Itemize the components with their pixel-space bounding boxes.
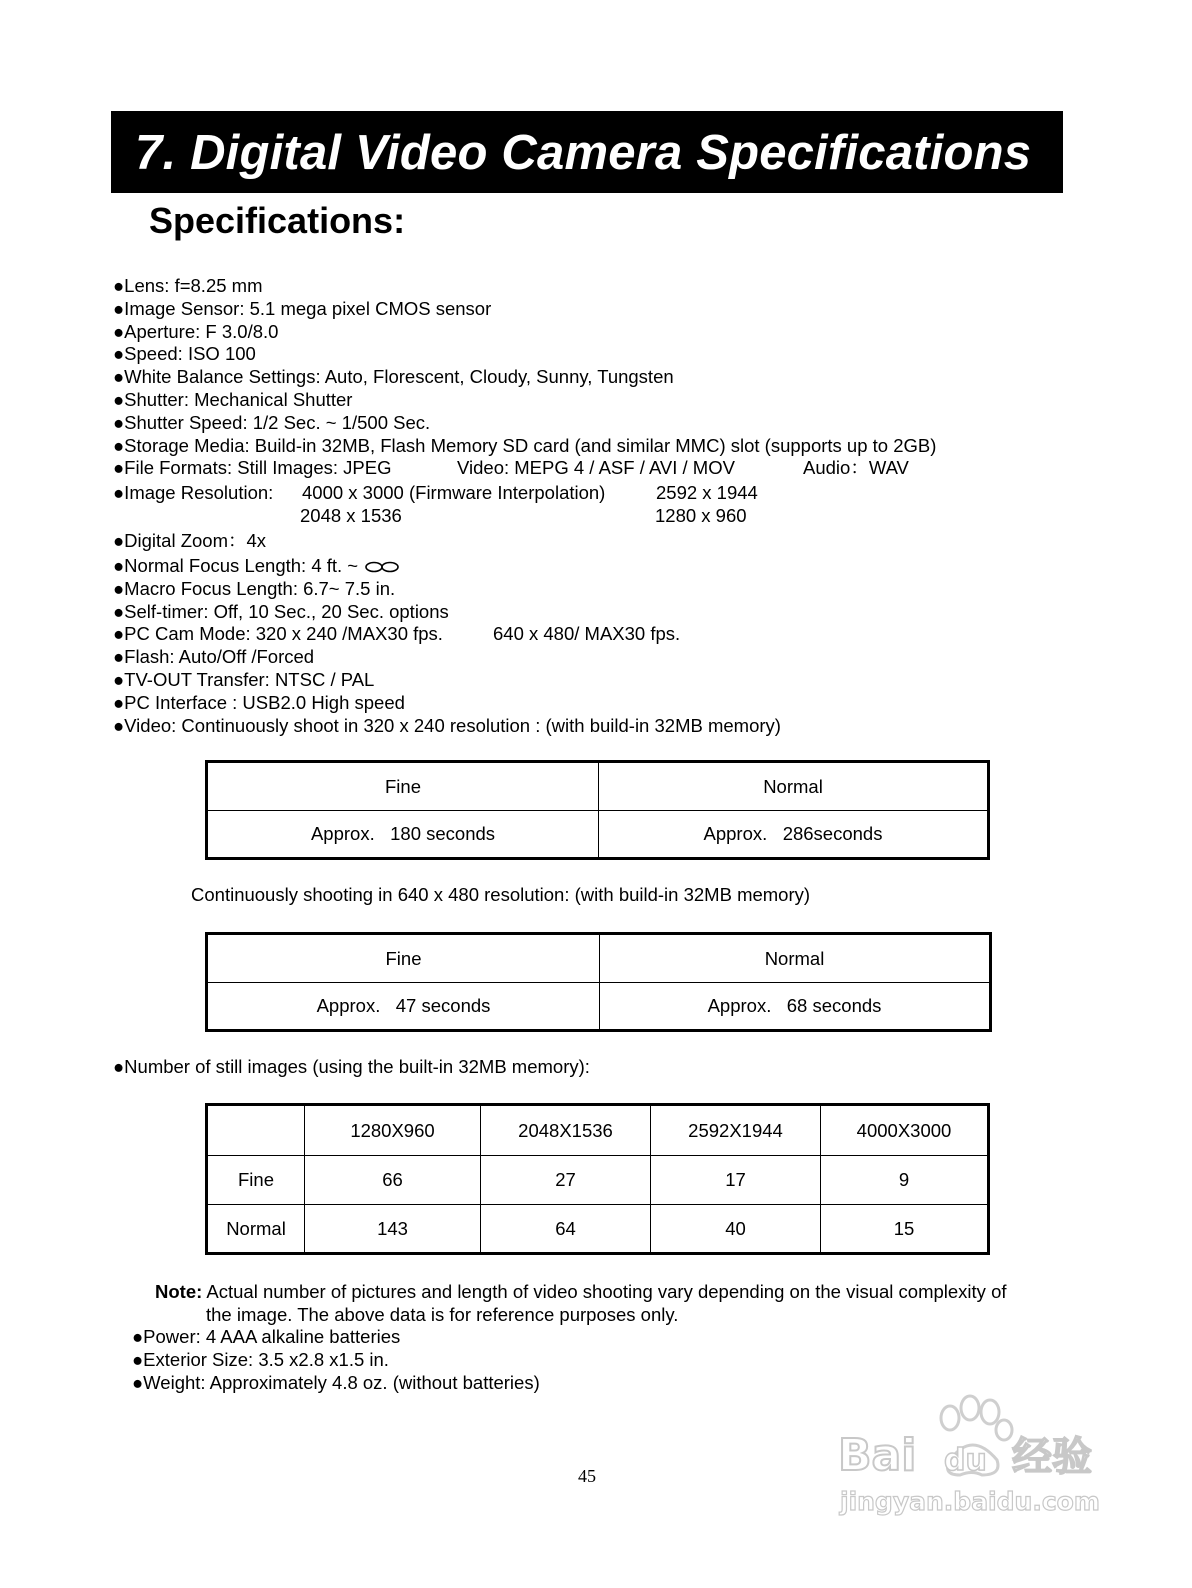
continuous-640-label: Continuously shooting in 640 x 480 resolution: (with build-in 32MB memory) — [191, 884, 811, 905]
page-number: 45 — [578, 1466, 596, 1486]
table-header-cell: 2592X1944 — [651, 1105, 821, 1156]
normal-focus-text: ●Normal Focus Length: 4 ft. ~ — [113, 554, 359, 576]
table-row-label: Fine — [207, 1156, 305, 1205]
spec-self-timer: ●Self-timer: Off, 10 Sec., 20 Sec. options — [113, 600, 449, 622]
spec-pc-interface: ●PC Interface : USB2.0 High speed — [113, 691, 405, 713]
infinity-icon — [364, 560, 400, 574]
pc-cam-640: 640 x 480/ MAX30 fps. — [493, 623, 681, 645]
baidu-watermark — [832, 1390, 1112, 1530]
pc-cam-320: ●PC Cam Mode: 320 x 240 /MAX30 fps. — [113, 623, 443, 645]
svg-text:du: du — [944, 1443, 987, 1478]
still-images-label: ●Number of still images (using the built-in 32MB memory): — [113, 1056, 590, 1077]
table-header-cell: Normal — [600, 934, 991, 983]
spec-image-sensor: ●Image Sensor: 5.1 mega pixel CMOS sensor — [113, 297, 492, 319]
spec-pc-cam — [113, 623, 936, 646]
table-cell: 9 — [821, 1156, 989, 1205]
video-320-table — [205, 760, 990, 860]
image-resolution-4000: 4000 x 3000 (Firmware Interpolation) — [302, 482, 606, 504]
bottom-spec-list — [132, 1326, 540, 1394]
table-cell: Approx. 180 seconds — [207, 811, 599, 859]
svg-text:jingyan.baidu.com: jingyan.baidu.com — [840, 1487, 1100, 1516]
table-row-label: Normal — [207, 1205, 305, 1254]
file-format-video: Video: MEPG 4 / ASF / AVI / MOV — [457, 457, 735, 479]
video-640-table — [205, 932, 992, 1032]
table-header-cell: 2048X1536 — [481, 1105, 651, 1156]
svg-text:经验: 经验 — [1012, 1434, 1092, 1480]
table-cell: Approx. 286seconds — [599, 811, 989, 859]
spec-aperture: ●Aperture: F 3.0/8.0 — [113, 320, 279, 342]
image-resolution-1280: 1280 x 960 — [655, 505, 747, 527]
image-resolution-2048: 2048 x 1536 — [300, 505, 402, 527]
spec-video: ●Video: Continuously shoot in 320 x 240 resolution : (with build-in 32MB memory) — [113, 714, 781, 736]
spec-shutter: ●Shutter: Mechanical Shutter — [113, 388, 353, 410]
table-cell: 143 — [305, 1205, 481, 1254]
spec-image-resolution — [113, 482, 936, 528]
note-text-line2: the image. The above data is for reference purposes only. — [206, 1304, 679, 1325]
spec-speed: ●Speed: ISO 100 — [113, 343, 256, 365]
spec-storage-media: ●Storage Media: Build-in 32MB, Flash Memory SD card (and similar MMC) slot (supports up to 2GB) — [113, 434, 937, 456]
spec-normal-focus — [113, 555, 936, 578]
spec-power: ●Power: 4 AAA alkaline batteries — [132, 1326, 401, 1347]
table-cell: 40 — [651, 1205, 821, 1254]
spec-file-formats — [113, 457, 936, 480]
spec-exterior-size: ●Exterior Size: 3.5 x2.8 x1.5 in. — [132, 1348, 389, 1370]
table-header-cell: Normal — [599, 762, 989, 811]
title-bar — [111, 111, 1063, 193]
spec-list — [113, 275, 936, 737]
still-images-table — [205, 1103, 990, 1255]
section-heading: Specifications: — [149, 200, 406, 241]
table-header-cell: Fine — [207, 934, 600, 983]
image-resolution-2592: 2592 x 1944 — [656, 482, 758, 504]
table-header-cell: 4000X3000 — [821, 1105, 989, 1156]
file-format-still: ●File Formats: Still Images: JPEG — [113, 457, 392, 479]
table-cell: 66 — [305, 1156, 481, 1205]
spec-shutter-speed: ●Shutter Speed: 1/2 Sec. ~ 1/500 Sec. — [113, 411, 431, 433]
note-label: Note: — [155, 1281, 203, 1302]
spec-digital-zoom: ●Digital Zoom：4x — [113, 530, 267, 552]
table-header-cell: 1280X960 — [305, 1105, 481, 1156]
table-cell: 27 — [481, 1156, 651, 1205]
spec-macro-focus: ●Macro Focus Length: 6.7~ 7.5 in. — [113, 577, 396, 599]
page-title: 7. Digital Video Camera Specifications — [135, 126, 1032, 180]
table-cell: 17 — [651, 1156, 821, 1205]
spec-flash: ●Flash: Auto/Off /Forced — [113, 646, 315, 668]
note-block — [155, 1280, 1075, 1326]
table-cell: 15 — [821, 1205, 989, 1254]
table-cell: Approx. 47 seconds — [207, 983, 600, 1031]
svg-text:Bai: Bai — [838, 1430, 917, 1481]
table-cell: 64 — [481, 1205, 651, 1254]
image-resolution-label: ●Image Resolution: — [113, 482, 274, 504]
paw-logo-icon — [832, 1390, 1112, 1530]
note-text-line1: Actual number of pictures and length of video shooting vary depending on the visual complexity of — [202, 1281, 1007, 1302]
table-header-cell: Fine — [207, 762, 599, 811]
spec-weight: ●Weight: Approximately 4.8 oz. (without batteries) — [132, 1371, 540, 1393]
spec-white-balance: ●White Balance Settings: Auto, Florescent, Cloudy, Sunny, Tungsten — [113, 366, 674, 388]
spec-lens: ●Lens: f=8.25 mm — [113, 275, 263, 296]
table-corner-cell — [207, 1105, 305, 1156]
file-format-audio: Audio：WAV — [803, 457, 909, 479]
table-cell: Approx. 68 seconds — [600, 983, 991, 1031]
spec-tv-out: ●TV-OUT Transfer: NTSC / PAL — [113, 668, 375, 690]
